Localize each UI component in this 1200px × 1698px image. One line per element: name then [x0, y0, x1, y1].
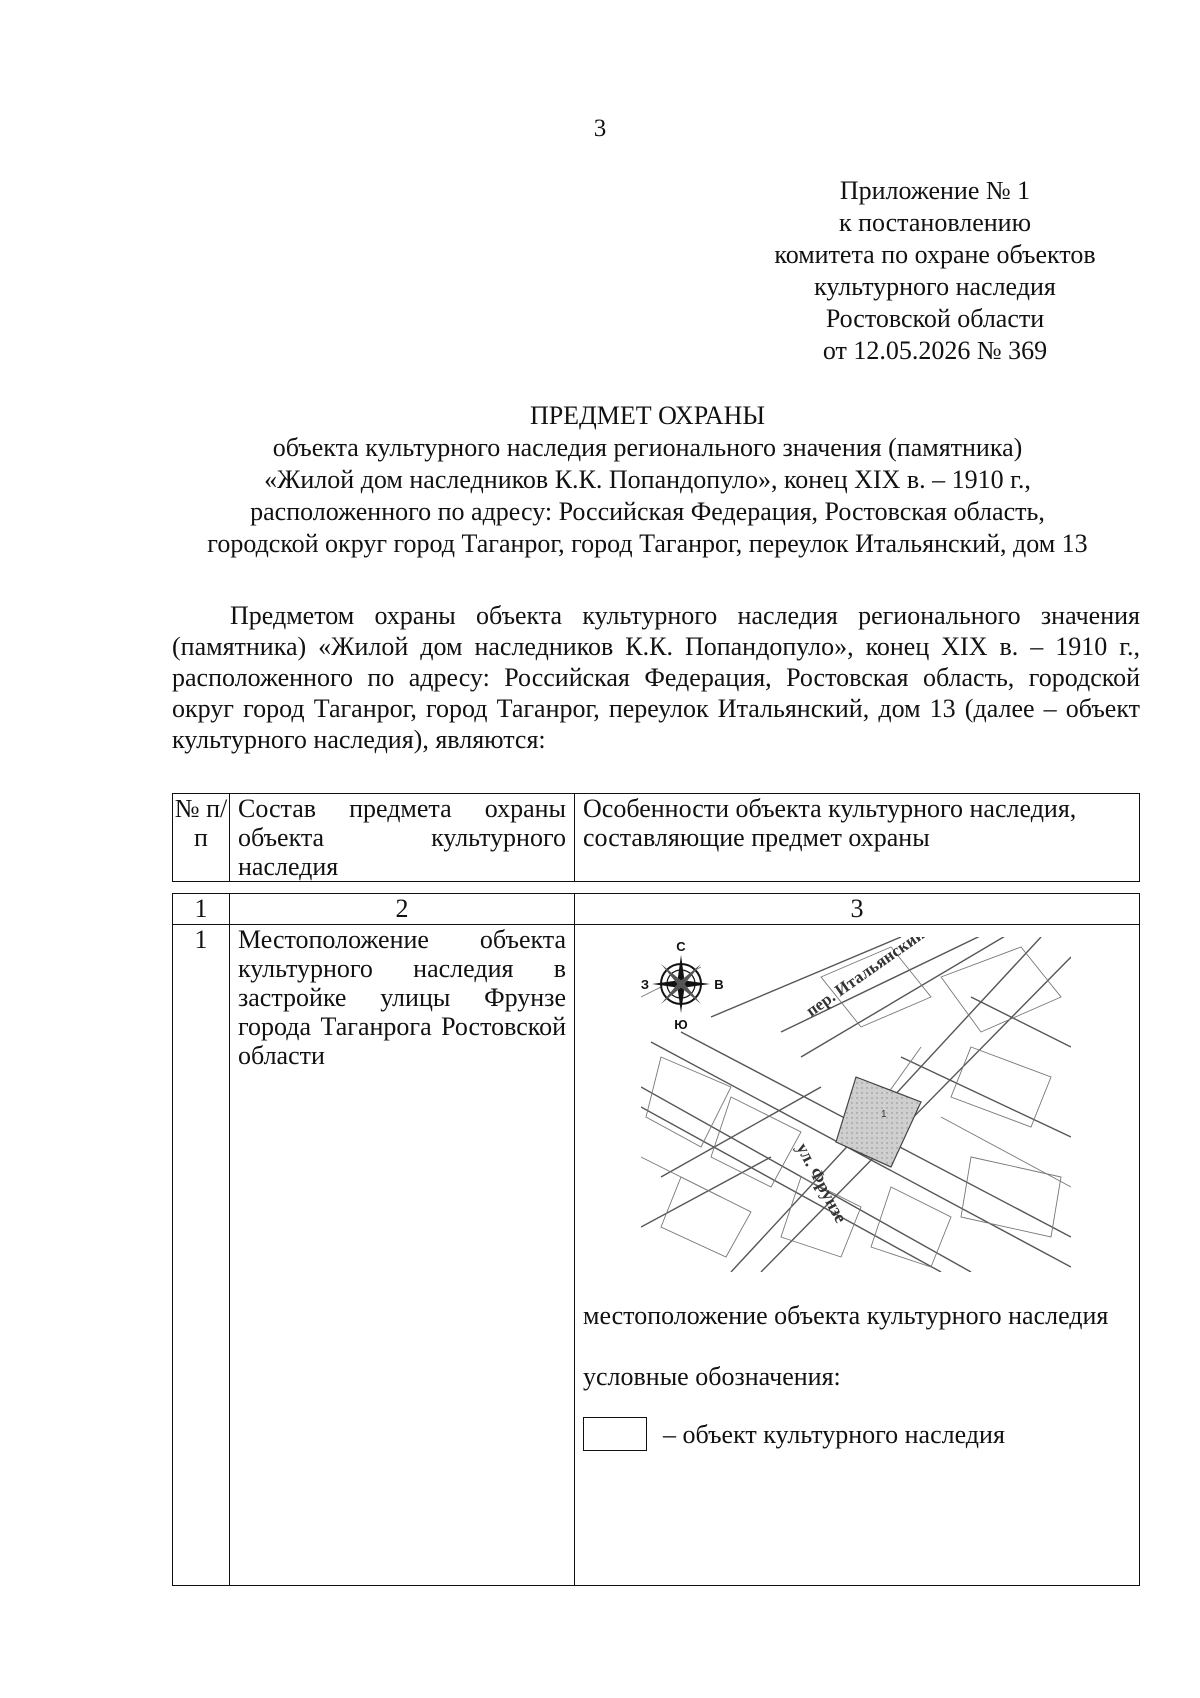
title-line: объекта культурного наследия регионального значения (памятника): [272, 433, 1023, 462]
title-line: «Жилой дом наследников К.К. Попандопуло», конец XIX в. – 1910 г.,: [264, 465, 1031, 494]
appendix-line: к постановлению: [838, 208, 1032, 237]
protection-table: [172, 893, 1140, 1586]
header-number: № п/п: [173, 794, 230, 882]
table-row: [173, 925, 1140, 1586]
table-header: [172, 793, 1140, 882]
legend-item: [583, 1417, 1131, 1451]
page-number: 3: [593, 115, 607, 142]
title-line: городской округ город Таганрог, город Таганрог, переулок Итальянский, дом 13: [207, 529, 1088, 558]
street-label: ул. Фрунзе: [792, 1139, 852, 1227]
street-label: пер. Итальянский: [802, 937, 929, 1021]
column-number-row: [173, 894, 1140, 925]
row-composition: Местоположение объекта культурного наследия в застройке улицы Фрунзе города Таганрога Ростовской области: [230, 925, 575, 1586]
heritage-parcel: [836, 1077, 921, 1167]
row-number: 1: [173, 925, 230, 1586]
appendix-block: [740, 175, 1130, 367]
column-number: 2: [230, 894, 575, 925]
appendix-line: Ростовской области: [825, 304, 1045, 333]
compass-rose-icon: [641, 939, 724, 1032]
compass-north: С: [676, 939, 686, 954]
legend-title: условные обозначения:: [583, 1362, 841, 1391]
column-number: 1: [173, 894, 230, 925]
legend-swatch: [583, 1417, 647, 1451]
column-number: 3: [575, 894, 1140, 925]
appendix-line: Приложение № 1: [839, 176, 1031, 205]
compass-east: В: [714, 977, 724, 992]
compass-south: Ю: [674, 1017, 688, 1032]
parcel-label: 1: [881, 1109, 887, 1120]
intro-paragraph: Предметом охраны объекта культурного наследия регионального значения (памятника) «Жилой дом наследников К.К. Попандопуло», конец XIX в. – 1910 г., расположенного по адресу: Российская Федерация, Ростовская область, городской округ город Таганрог, город Таганрог, переулок Итальянский, дом 13 (далее – объект культурного наследия), являются:: [172, 601, 1140, 754]
document-title: [165, 400, 1130, 560]
map-caption: местоположение объекта культурного наследия: [583, 1301, 1109, 1330]
title-line: расположенного по адресу: Российская Федерация, Ростовская область,: [250, 497, 1045, 526]
legend-label: – объект культурного наследия: [663, 1419, 1005, 1449]
title-heading: ПРЕДМЕТ ОХРАНЫ: [529, 401, 766, 430]
compass-west: З: [641, 977, 650, 992]
row-features: [575, 925, 1140, 1586]
appendix-line: от 12.05.2026 № 369: [822, 336, 1048, 365]
appendix-line: культурного наследия: [814, 272, 1056, 301]
header-composition: Состав предмета охраны объекта культурного наследия: [230, 794, 575, 882]
header-features: Особенности объекта культурного наследия, составляющие предмет охраны: [575, 794, 1140, 882]
location-map: [641, 937, 1071, 1272]
appendix-line: комитета по охране объектов: [774, 240, 1096, 269]
